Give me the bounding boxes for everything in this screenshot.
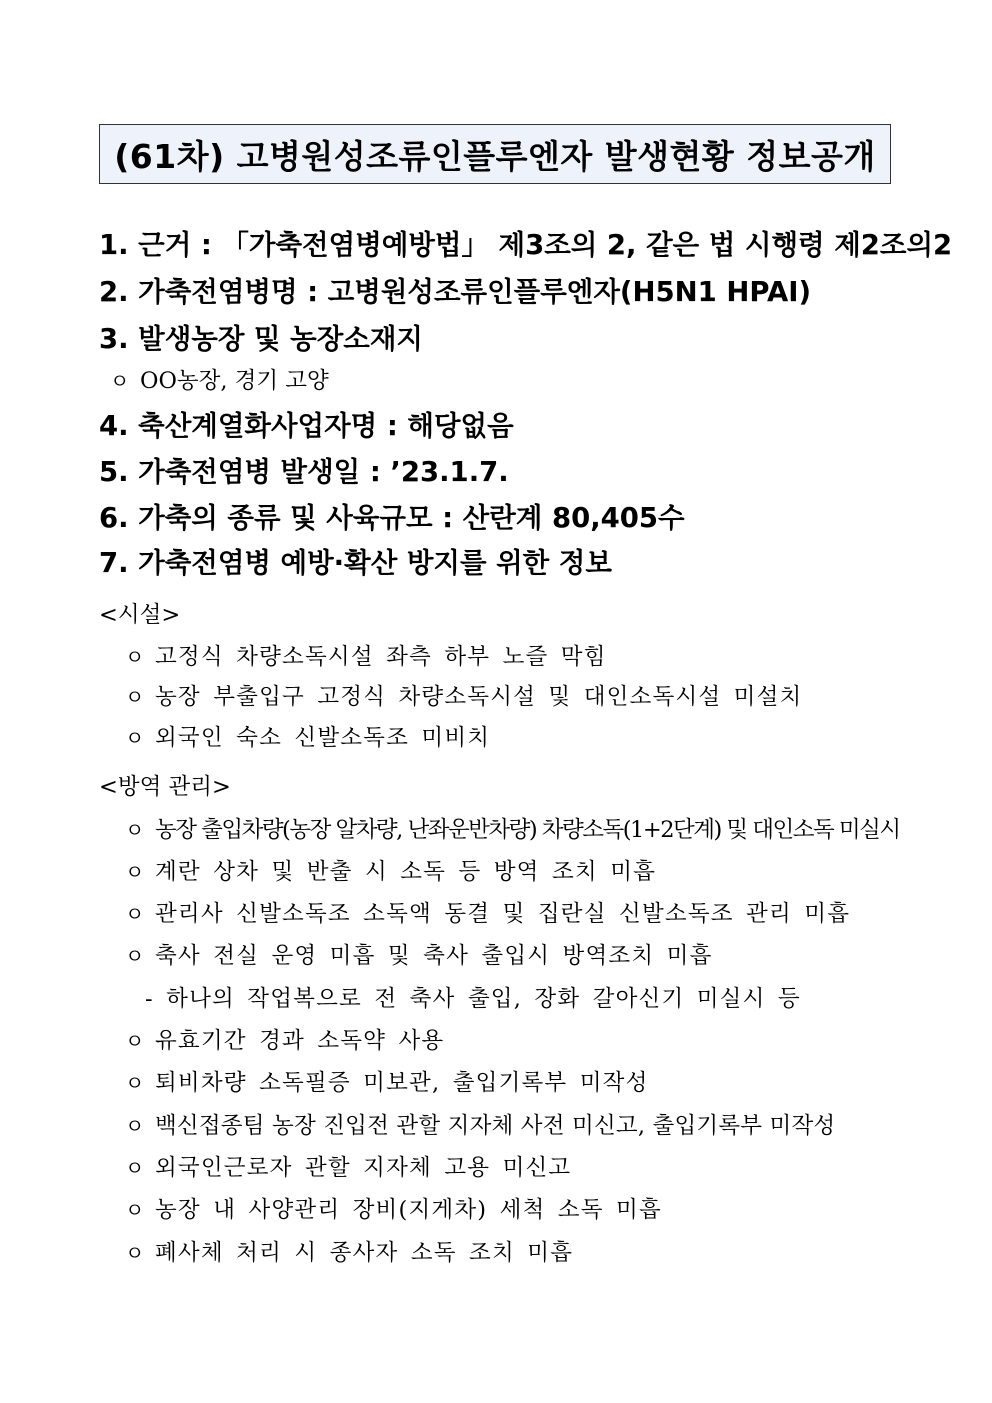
- list-item: ㅇ 농장 부출입구 고정식 차량소독시설 및 대인소독시설 미설치: [125, 684, 803, 710]
- page-title: (61차) 고병원성조류인플루엔자 발생현황 정보공개: [99, 124, 891, 184]
- farm-location-item: [110, 370, 329, 393]
- bullet-icon: ㅇ: [125, 1156, 146, 1180]
- section-farm-location: 3. 발생농장 및 농장소재지: [99, 323, 423, 355]
- bullet-icon: ㅇ: [125, 685, 146, 709]
- list-item: ㅇ 외국인근로자 관할 지자체 고용 미신고: [125, 1155, 572, 1181]
- list-item: ㅇ 축사 전실 운영 미흡 및 축사 출입시 방역조치 미흡: [125, 943, 713, 969]
- facilities-heading: <시설>: [99, 602, 181, 628]
- list-item: ㅇ 농장 내 사양관리 장비(지게차) 세척 소독 미흡: [125, 1197, 662, 1223]
- list-item: ㅇ 퇴비차량 소독필증 미보관, 출입기록부 미작성: [125, 1070, 649, 1096]
- section-livestock-scale: 6. 가축의 종류 및 사육규모 : 산란계 80,405수: [99, 502, 685, 534]
- list-item: ㅇ 관리사 신발소독조 소독액 동결 및 집란실 신발소독조 관리 미흡: [125, 901, 851, 927]
- farm-location-text: OO농장, 경기 고양: [140, 368, 329, 394]
- section-integrator: 4. 축산계열화사업자명 : 해당없음: [99, 410, 514, 442]
- section-prevention-info: 7. 가축전염병 예방·확산 방지를 위한 정보: [99, 547, 612, 579]
- section-disease-name: 2. 가축전염병명 : 고병원성조류인플루엔자(H5N1 HPAI): [99, 276, 812, 308]
- bullet-icon: ㅇ: [125, 726, 146, 750]
- section-basis: 1. 근거 : 「가축전염병예방법」 제3조의 2, 같은 법 시행령 제2조의2: [99, 229, 953, 261]
- bullet-icon: ㅇ: [125, 1241, 146, 1265]
- bullet-icon: ㅇ: [125, 1029, 146, 1053]
- list-item: ㅇ 백신접종팀 농장 진입전 관할 지자체 사전 미신고, 출입기록부 미작성: [125, 1113, 836, 1139]
- bullet-icon: ㅇ: [125, 1114, 145, 1138]
- list-item: ㅇ 계란 상차 및 반출 시 소독 등 방역 조치 미흡: [125, 859, 657, 885]
- list-item: ㅇ 폐사체 처리 시 종사자 소독 조치 미흡: [125, 1240, 574, 1266]
- bullet-icon: ㅇ: [125, 944, 146, 968]
- quarantine-heading: <방역 관리>: [99, 774, 231, 800]
- list-item: ㅇ 유효기간 경과 소독약 사용: [125, 1028, 445, 1054]
- section-outbreak-date: 5. 가축전염병 발생일 : ’23.1.7.: [99, 456, 509, 488]
- list-item: ㅇ 고정식 차량소독시설 좌측 하부 노즐 막힘: [125, 644, 607, 670]
- sub-note: - 하나의 작업복으로 전 축사 출입, 장화 갈아신기 미실시 등: [145, 986, 801, 1012]
- list-item: ㅇ 외국인 숙소 신발소독조 미비치: [125, 725, 491, 751]
- bullet-icon: ㅇ: [125, 818, 143, 842]
- bullet-icon: ㅇ: [125, 1198, 146, 1222]
- bullet-icon: ㅇ: [110, 369, 130, 393]
- bullet-icon: ㅇ: [125, 645, 146, 669]
- list-item: ㅇ 농장 출입차량(농장 알차량, 난좌운반차량) 차량소독(1+2단계) 및 대인소독 미실시: [125, 817, 900, 843]
- bullet-icon: ㅇ: [125, 1071, 146, 1095]
- bullet-icon: ㅇ: [125, 860, 146, 884]
- bullet-icon: ㅇ: [125, 902, 146, 926]
